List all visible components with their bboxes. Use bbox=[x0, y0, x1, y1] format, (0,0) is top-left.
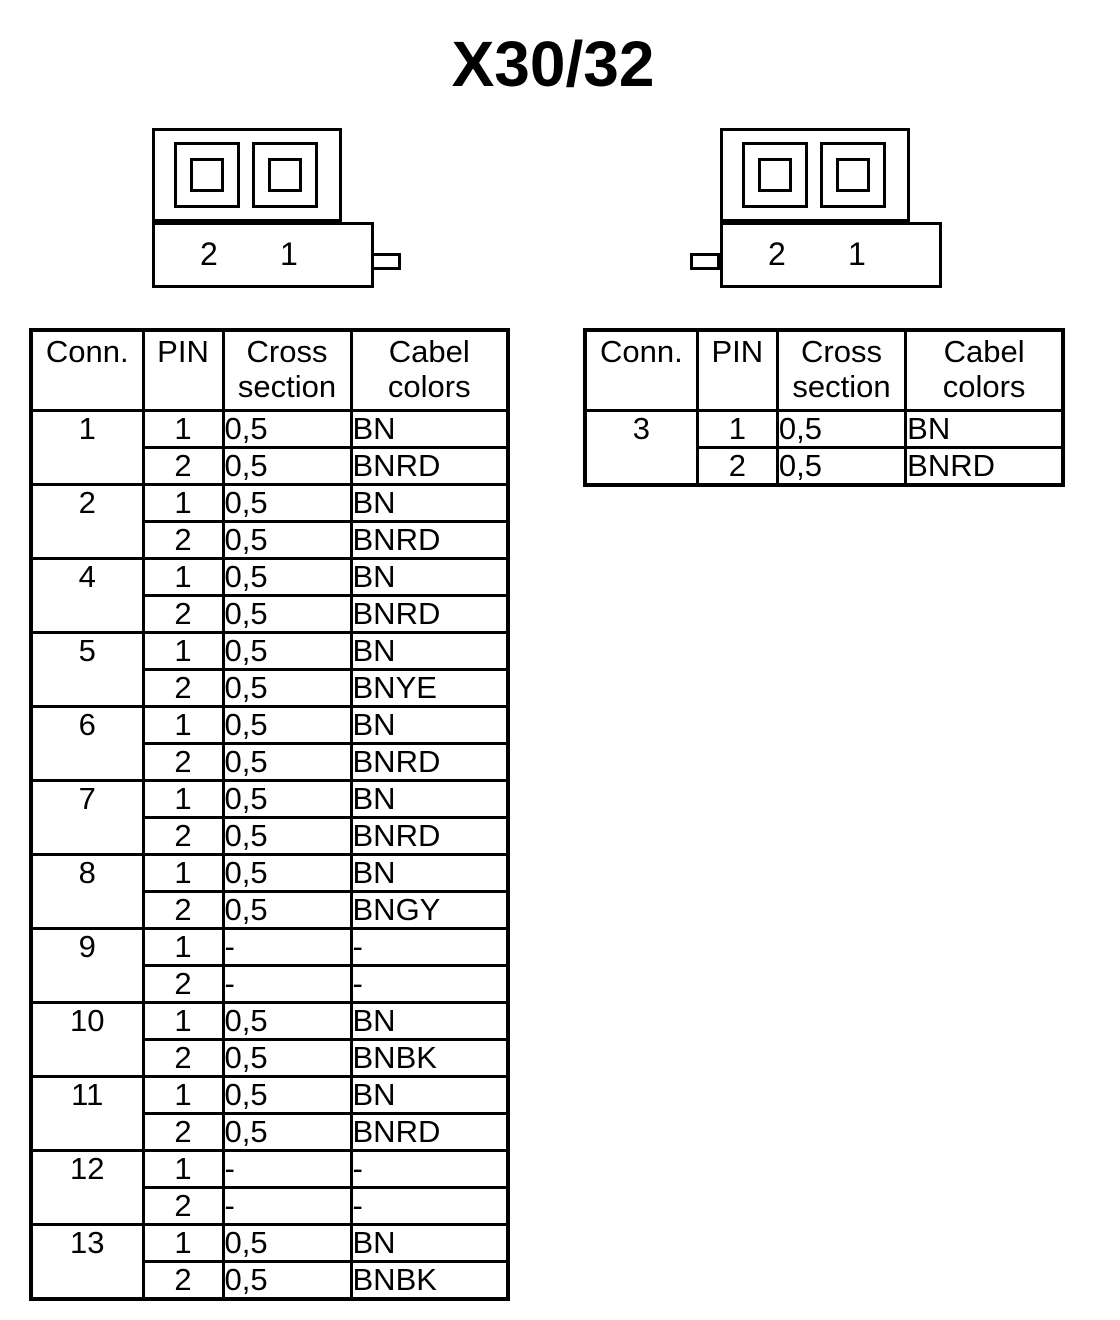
conn-cell: 2 bbox=[31, 485, 143, 559]
connector-base bbox=[152, 222, 374, 288]
pin-cell: 1 bbox=[143, 929, 223, 966]
table-row bbox=[31, 929, 508, 966]
pin-cell: 2 bbox=[143, 818, 223, 855]
cross-section-cell: 0,5 bbox=[223, 448, 351, 485]
conn-cell: 13 bbox=[31, 1225, 143, 1300]
cross-section-cell: - bbox=[223, 966, 351, 1003]
cable-color-cell: BNRD bbox=[351, 522, 508, 559]
table-header-row bbox=[31, 330, 508, 411]
cable-color-cell: - bbox=[351, 929, 508, 966]
cable-color-cell: BNYE bbox=[351, 670, 508, 707]
pin-cell: 1 bbox=[143, 559, 223, 596]
pin-table-right bbox=[583, 328, 1065, 487]
table-header-row bbox=[585, 330, 1063, 411]
cable-color-cell: BN bbox=[351, 1003, 508, 1040]
header-cable-colors: Cabel colors bbox=[351, 330, 508, 411]
cable-color-cell: BN bbox=[351, 781, 508, 818]
pin-cavity-icon bbox=[820, 142, 886, 208]
conn-cell: 5 bbox=[31, 633, 143, 707]
cross-section-cell: 0,5 bbox=[223, 892, 351, 929]
cable-color-cell: BNBK bbox=[351, 1040, 508, 1077]
pin-cell: 1 bbox=[697, 411, 777, 448]
conn-cell: 1 bbox=[31, 411, 143, 485]
conn-cell: 10 bbox=[31, 1003, 143, 1077]
conn-cell: 3 bbox=[585, 411, 697, 486]
cross-section-cell: 0,5 bbox=[223, 1114, 351, 1151]
table-row bbox=[585, 411, 1063, 448]
cross-section-cell: 0,5 bbox=[223, 633, 351, 670]
cross-section-cell: 0,5 bbox=[223, 707, 351, 744]
pin-cell: 1 bbox=[143, 1077, 223, 1114]
pin-table-left bbox=[29, 328, 510, 1301]
pin-cell: 2 bbox=[143, 596, 223, 633]
cross-section-cell: - bbox=[223, 929, 351, 966]
cable-color-cell: BN bbox=[351, 1077, 508, 1114]
cross-section-cell: 0,5 bbox=[223, 781, 351, 818]
cross-section-cell: 0,5 bbox=[223, 596, 351, 633]
cross-section-cell: 0,5 bbox=[223, 1040, 351, 1077]
cross-section-cell: 0,5 bbox=[223, 1225, 351, 1262]
cable-color-cell: BNRD bbox=[351, 818, 508, 855]
cross-section-cell: 0,5 bbox=[223, 522, 351, 559]
cross-section-cell: 0,5 bbox=[223, 559, 351, 596]
table-row bbox=[31, 559, 508, 596]
pin-cell: 1 bbox=[143, 781, 223, 818]
cable-color-cell: BNBK bbox=[351, 1262, 508, 1300]
conn-cell: 7 bbox=[31, 781, 143, 855]
conn-cell: 12 bbox=[31, 1151, 143, 1225]
header-cross-section: Cross section bbox=[777, 330, 905, 411]
cable-color-cell: BN bbox=[351, 411, 508, 448]
cross-section-cell: 0,5 bbox=[223, 411, 351, 448]
header-cable-colors: Cabel colors bbox=[906, 330, 1063, 411]
connector-right-drawing bbox=[688, 128, 948, 290]
cable-color-cell: BN bbox=[351, 559, 508, 596]
conn-cell: 6 bbox=[31, 707, 143, 781]
pin-cell: 2 bbox=[143, 1114, 223, 1151]
cable-color-cell: BN bbox=[351, 707, 508, 744]
latch-tab bbox=[371, 253, 401, 270]
pin-label: 1 bbox=[280, 236, 298, 272]
table-row bbox=[31, 633, 508, 670]
cross-section-cell: 0,5 bbox=[223, 855, 351, 892]
pin-cell: 1 bbox=[143, 633, 223, 670]
conn-cell: 11 bbox=[31, 1077, 143, 1151]
cable-color-cell: BNRD bbox=[351, 744, 508, 781]
cross-section-cell: - bbox=[223, 1151, 351, 1188]
pin-cell: 2 bbox=[143, 744, 223, 781]
cable-color-cell: BN bbox=[351, 485, 508, 522]
table-row bbox=[31, 1077, 508, 1114]
pin-cell: 1 bbox=[143, 1225, 223, 1262]
table-row bbox=[31, 707, 508, 744]
conn-cell: 9 bbox=[31, 929, 143, 1003]
table-row bbox=[31, 855, 508, 892]
pin-cell: 1 bbox=[143, 485, 223, 522]
cable-color-cell: - bbox=[351, 1151, 508, 1188]
cross-section-cell: 0,5 bbox=[223, 485, 351, 522]
pin-cell: 2 bbox=[143, 966, 223, 1003]
pin-cavity-icon bbox=[252, 142, 318, 208]
pin-cell: 2 bbox=[143, 522, 223, 559]
table-row bbox=[31, 1225, 508, 1262]
conn-cell: 8 bbox=[31, 855, 143, 929]
pin-cell: 1 bbox=[143, 411, 223, 448]
pin-cell: 2 bbox=[143, 892, 223, 929]
table-row bbox=[31, 411, 508, 448]
cross-section-cell: 0,5 bbox=[223, 818, 351, 855]
cross-section-cell: - bbox=[223, 1188, 351, 1225]
pin-label: 2 bbox=[768, 236, 786, 272]
pin-label: 1 bbox=[848, 236, 866, 272]
pin-cavity-icon bbox=[174, 142, 240, 208]
cable-color-cell: BNRD bbox=[351, 448, 508, 485]
connector-left-drawing bbox=[152, 128, 412, 290]
cross-section-cell: 0,5 bbox=[223, 744, 351, 781]
pin-cell: 2 bbox=[143, 670, 223, 707]
table-row bbox=[31, 485, 508, 522]
header-conn: Conn. bbox=[585, 330, 697, 411]
cross-section-cell: 0,5 bbox=[223, 1003, 351, 1040]
cross-section-cell: 0,5 bbox=[777, 448, 905, 486]
header-pin: PIN bbox=[143, 330, 223, 411]
cross-section-cell: 0,5 bbox=[223, 670, 351, 707]
header-pin: PIN bbox=[697, 330, 777, 411]
cross-section-cell: 0,5 bbox=[223, 1262, 351, 1300]
cable-color-cell: BN bbox=[351, 633, 508, 670]
cable-color-cell: - bbox=[351, 966, 508, 1003]
cross-section-cell: 0,5 bbox=[777, 411, 905, 448]
pin-cell: 2 bbox=[143, 448, 223, 485]
pin-cell: 1 bbox=[143, 707, 223, 744]
cable-color-cell: BN bbox=[351, 1225, 508, 1262]
cross-section-cell: 0,5 bbox=[223, 1077, 351, 1114]
pin-cell: 2 bbox=[697, 448, 777, 486]
header-cross-section: Cross section bbox=[223, 330, 351, 411]
cable-color-cell: BNRD bbox=[351, 596, 508, 633]
cable-color-cell: BNGY bbox=[351, 892, 508, 929]
pin-cell: 2 bbox=[143, 1262, 223, 1300]
pin-cell: 1 bbox=[143, 1003, 223, 1040]
diagram-title: X30/32 bbox=[451, 28, 655, 100]
table-row bbox=[31, 781, 508, 818]
pin-cavity-icon bbox=[742, 142, 808, 208]
latch-tab bbox=[690, 253, 720, 270]
table-row bbox=[31, 1003, 508, 1040]
table-body bbox=[585, 411, 1063, 486]
table-body bbox=[31, 411, 508, 1300]
cable-color-cell: BN bbox=[906, 411, 1063, 448]
table-row bbox=[31, 1151, 508, 1188]
cable-color-cell: BNRD bbox=[351, 1114, 508, 1151]
pin-cell: 1 bbox=[143, 1151, 223, 1188]
conn-cell: 4 bbox=[31, 559, 143, 633]
pin-label: 2 bbox=[200, 236, 218, 272]
pin-cell: 1 bbox=[143, 855, 223, 892]
cable-color-cell: - bbox=[351, 1188, 508, 1225]
connector-base bbox=[720, 222, 942, 288]
cable-color-cell: BN bbox=[351, 855, 508, 892]
pin-cell: 2 bbox=[143, 1040, 223, 1077]
pin-cell: 2 bbox=[143, 1188, 223, 1225]
header-conn: Conn. bbox=[31, 330, 143, 411]
cable-color-cell: BNRD bbox=[906, 448, 1063, 486]
